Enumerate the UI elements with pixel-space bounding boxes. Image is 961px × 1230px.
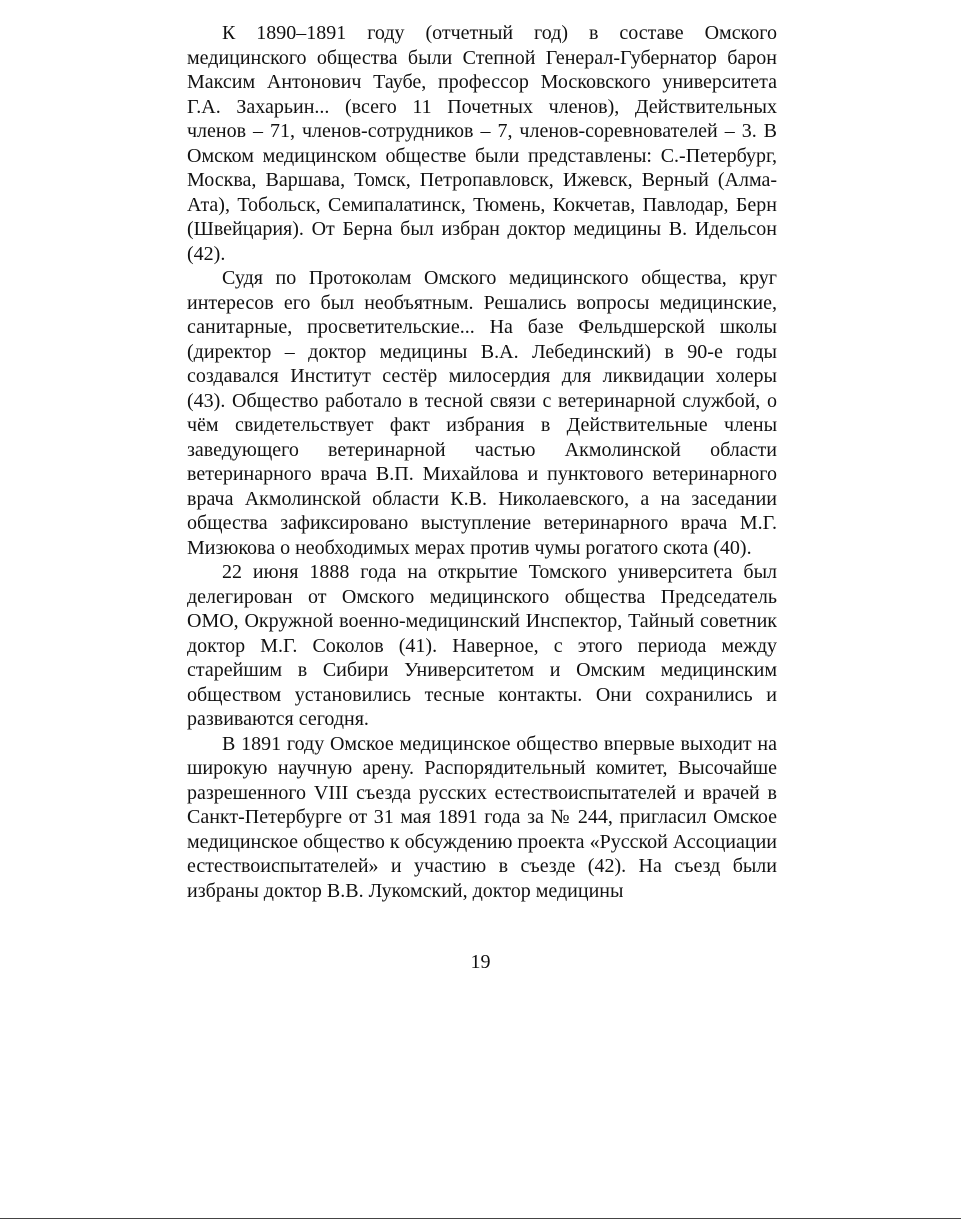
paragraph-2: Судя по Протоколам Омского медицинского общества, круг интересов его был необъятным. Решались вопросы медицинские, санитарные, просветительские... На базе Фельдшерской школы (директор – доктор медицины В.А. Лебединский) в 90-е годы создавался Институт сестёр милосердия для ликвидации холеры (43). Общество работало в тесной связи с ветеринарной службой, о чём свидетельствует факт избрания в Действительные члены заведующего ветеринарной частью Акмолинской области ветеринарного врача В.П. Михайлова и пунктового ветеринарного врача Акмолинской области К.В. Николаевского, а на заседании общества зафиксировано выступление ветеринарного врача М.Г. Мизюкова о необходимых мерах против чумы рогатого скота (40). — [187, 267, 777, 559]
bottom-edge-divider — [0, 1218, 961, 1219]
paragraph-4: В 1891 году Омское медицинское общество впервые выходит на широкую научную арену. Распорядительный комитет, Высочайше разрешенного VIII съезда русских естествоиспытателей и врачей в Санкт-Петербурге от 31 мая 1891 года за № 244, пригласил Омское медицинское общество к обсуждению проекта «Русской Ассоциации естествоиспытателей» и участию в съезде (42). На съезд были избраны доктор В.В. Лукомский, доктор медицины — [187, 732, 777, 902]
page-number: 19 — [470, 951, 491, 973]
paragraph-1: К 1890–1891 году (отчетный год) в составе Омского медицинского общества были Степной Генерал-Губернатор барон Максим Антонович Таубе, профессор Московского университета Г.А. Захарьин... (всего 11 Почетных членов), Действительных членов – 71, членов-сотрудников – 7, членов-соревнователей – 3. В Омском медицинском обществе были представлены: С.-Петербург, Москва, Варшава, Томск, Петропавловск, Ижевск, Верный (Алма-Ата), Тобольск, Семипалатинск, Тюмень, Кокчетав, Павлодар, Берн (Швейцария). От Берна был избран доктор медицины В. Идельсон (42). — [187, 22, 777, 265]
page-body — [187, 21, 777, 903]
paragraph-3: 22 июня 1888 года на открытие Томского университета был делегирован от Омского медицинского общества Председатель ОМО, Окружной военно-медицинский Инспектор, Тайный советник доктор М.Г. Соколов (41). Наверное, с этого периода между старейшим в Сибири Университетом и Омским медицинским обществом установились тесные контакты. Они сохранились и развиваются сегодня. — [187, 561, 777, 730]
